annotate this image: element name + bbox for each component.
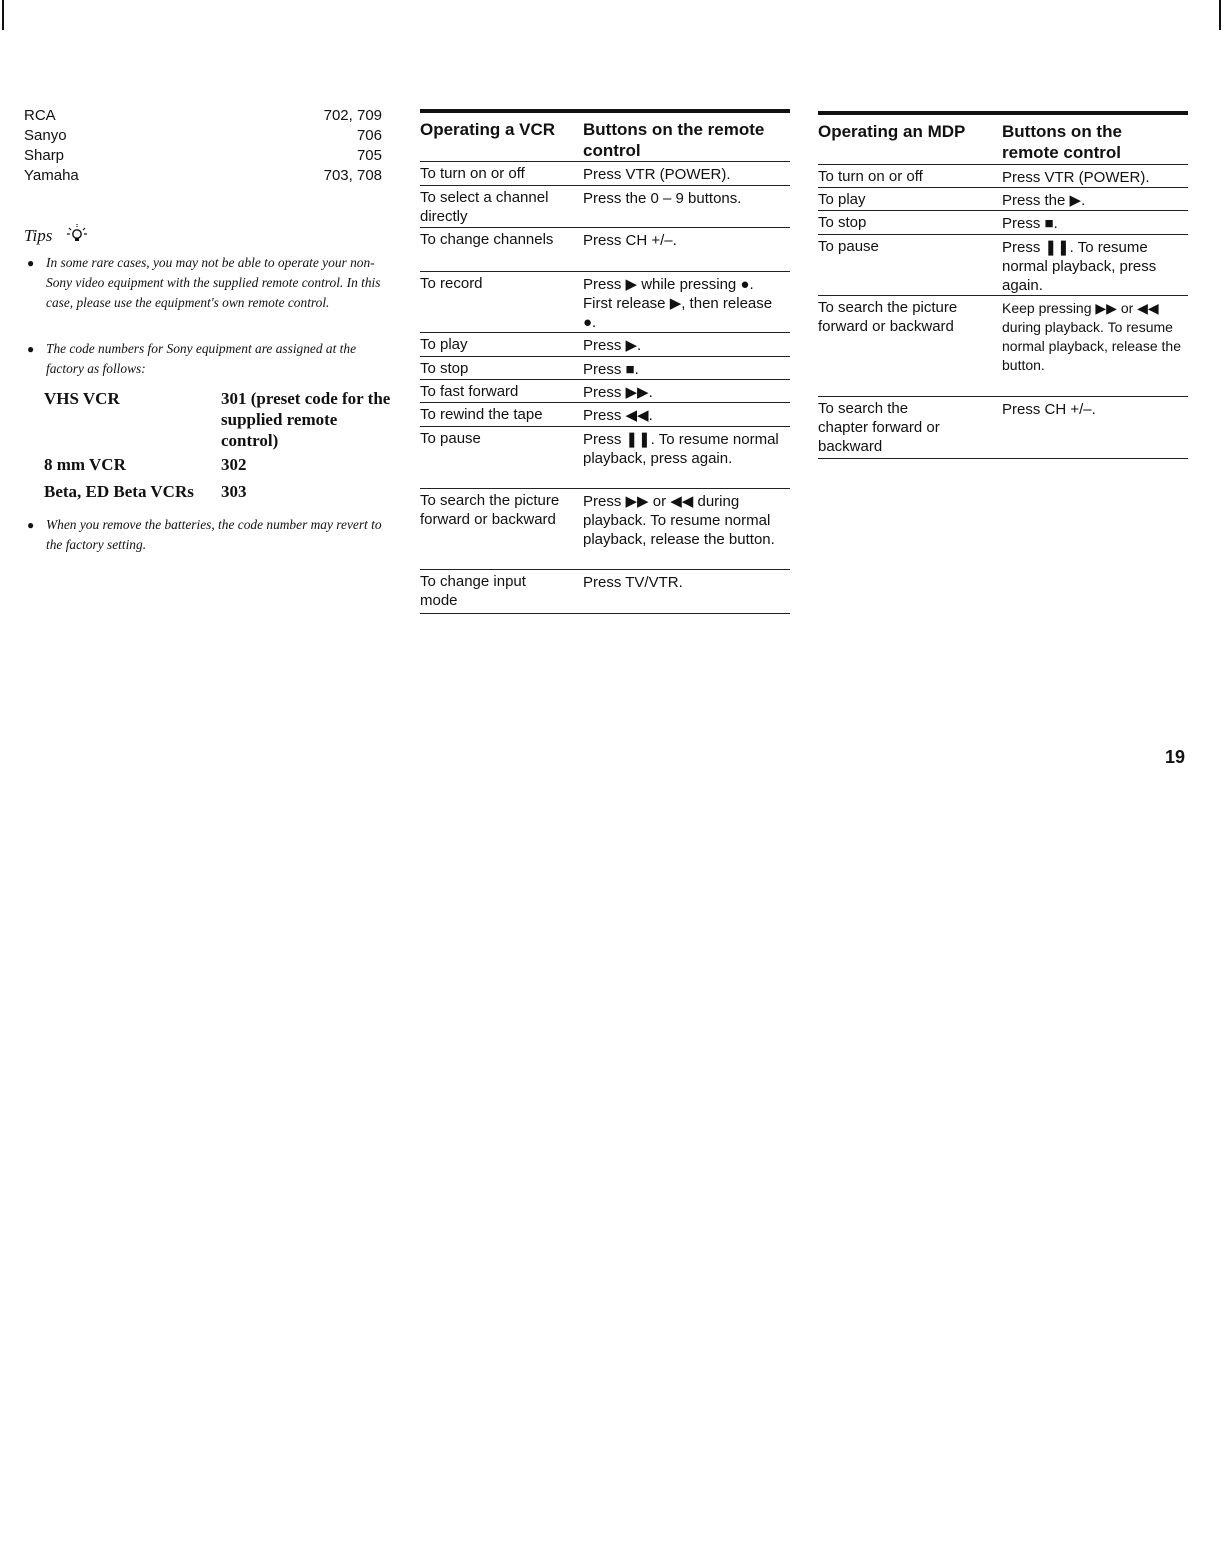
crop-mark-right xyxy=(1219,0,1221,30)
mdp-operation-table xyxy=(818,111,1188,459)
operation-cell: To search the picture forward or backward xyxy=(818,299,958,335)
brand-name: RCA xyxy=(24,107,56,124)
brand-row xyxy=(24,126,382,146)
button-cell: Press TV/VTR. xyxy=(583,574,683,591)
button-cell: Press ❚❚. To resume normal playback, press again. xyxy=(583,431,779,467)
operation-cell: To select a channel directly xyxy=(420,189,549,225)
operation-cell: To search the chapter forward or backward xyxy=(818,400,940,455)
table-row xyxy=(818,296,1188,397)
table-row xyxy=(420,272,790,333)
operation-cell: To fast forward xyxy=(420,383,519,400)
operation-cell: To play xyxy=(818,191,866,208)
button-cell: Press VTR (POWER). xyxy=(1002,169,1150,186)
equipment-code: 303 xyxy=(221,482,247,501)
table-row xyxy=(420,570,790,614)
equipment-type: 8 mm VCR xyxy=(44,455,126,474)
button-cell: Press the ▶. xyxy=(1002,192,1086,209)
operation-cell: To pause xyxy=(818,238,879,255)
brand-codes: 705 xyxy=(356,147,382,164)
column-header-buttons: Buttons on the remote control xyxy=(1002,122,1122,162)
table-row xyxy=(818,165,1188,188)
operation-cell: To search the picture forward or backward xyxy=(420,492,560,528)
brand-name: Sharp xyxy=(24,147,65,164)
tips-title: Tips xyxy=(24,226,53,245)
operation-cell: To pause xyxy=(420,430,481,447)
button-cell: Press ■. xyxy=(1002,215,1058,232)
button-cell: Press CH +/–. xyxy=(583,232,677,249)
vcr-operation-table xyxy=(420,109,790,614)
button-cell: Press the 0 – 9 buttons. xyxy=(583,190,742,207)
tip-text: When you remove the batteries, the code number may revert to the factory setting. xyxy=(46,517,382,552)
operation-cell: To play xyxy=(420,336,468,353)
operation-cell: To rewind the tape xyxy=(420,406,543,423)
tip-text: The code numbers for Sony equipment are assigned at the factory as follows: xyxy=(46,341,357,376)
button-cell: Press VTR (POWER). xyxy=(583,166,731,183)
table-top-rule xyxy=(818,111,1188,115)
button-cell: Press ■. xyxy=(583,361,639,378)
table-row xyxy=(420,357,790,380)
equipment-code: 302 xyxy=(221,455,247,474)
brand-row xyxy=(24,166,382,186)
equipment-type: Beta, ED Beta VCRs xyxy=(44,482,194,501)
brand-codes: 706 xyxy=(356,127,382,144)
operation-cell: To turn on or off xyxy=(420,165,525,182)
button-cell: Press ◀◀. xyxy=(583,407,653,424)
button-cell: Press ▶. xyxy=(583,337,642,354)
bullet: ● xyxy=(27,256,35,270)
brand-name: Yamaha xyxy=(24,167,79,184)
bullet: ● xyxy=(27,518,35,532)
page-number: 19 xyxy=(1164,747,1185,767)
brand-row xyxy=(24,146,382,166)
button-cell: Press CH +/–. xyxy=(1002,401,1096,418)
table-row xyxy=(818,235,1188,296)
table-row xyxy=(420,427,790,489)
tip-text: In some rare cases, you may not be able to operate your non-Sony video equipment with the supplied remote control. In this case, please use the equipment's own remote control. xyxy=(46,255,381,310)
table-top-rule xyxy=(420,109,790,113)
brand-name: Sanyo xyxy=(24,127,67,144)
crop-mark-left xyxy=(2,0,4,30)
operation-cell: To change channels xyxy=(420,231,554,248)
operation-cell: To stop xyxy=(818,214,867,231)
button-cell: Press ▶ while pressing ●. First release ▶, then release ●. xyxy=(583,276,773,331)
equipment-code: 301 (preset code for the supplied remote control) xyxy=(221,389,391,450)
column-header-buttons: Buttons on the remote control xyxy=(583,120,765,160)
table-row xyxy=(420,489,790,570)
button-cell: Keep pressing ▶▶ or ◀◀ during playback. To resume normal playback, release the button. xyxy=(1002,300,1181,373)
button-cell: Press ▶▶. xyxy=(583,384,653,401)
brand-row xyxy=(24,106,382,126)
operation-cell: To record xyxy=(420,275,483,292)
table-row xyxy=(818,397,1188,459)
bullet: ● xyxy=(27,342,35,356)
operation-cell: To change input mode xyxy=(420,573,526,609)
table-row xyxy=(420,228,790,272)
button-cell: Press ❚❚. To resume normal playback, press again. xyxy=(1002,239,1157,294)
brand-codes: 703, 708 xyxy=(323,167,382,184)
table-row xyxy=(420,403,790,427)
button-cell: Press ▶▶ or ◀◀ during playback. To resume normal playback, release the button. xyxy=(583,493,775,548)
table-row xyxy=(818,211,1188,235)
brand-codes: 702, 709 xyxy=(323,107,382,124)
operation-cell: To stop xyxy=(420,360,469,377)
table-row xyxy=(420,333,790,357)
column-header-operation: Operating an MDP xyxy=(818,122,966,141)
operation-cell: To turn on or off xyxy=(818,168,923,185)
lightbulb-icon xyxy=(66,223,88,245)
column-header-operation: Operating a VCR xyxy=(420,120,556,139)
table-row xyxy=(420,186,790,228)
table-row xyxy=(420,162,790,186)
table-row xyxy=(420,380,790,403)
table-row xyxy=(818,188,1188,211)
equipment-type: VHS VCR xyxy=(44,389,120,408)
